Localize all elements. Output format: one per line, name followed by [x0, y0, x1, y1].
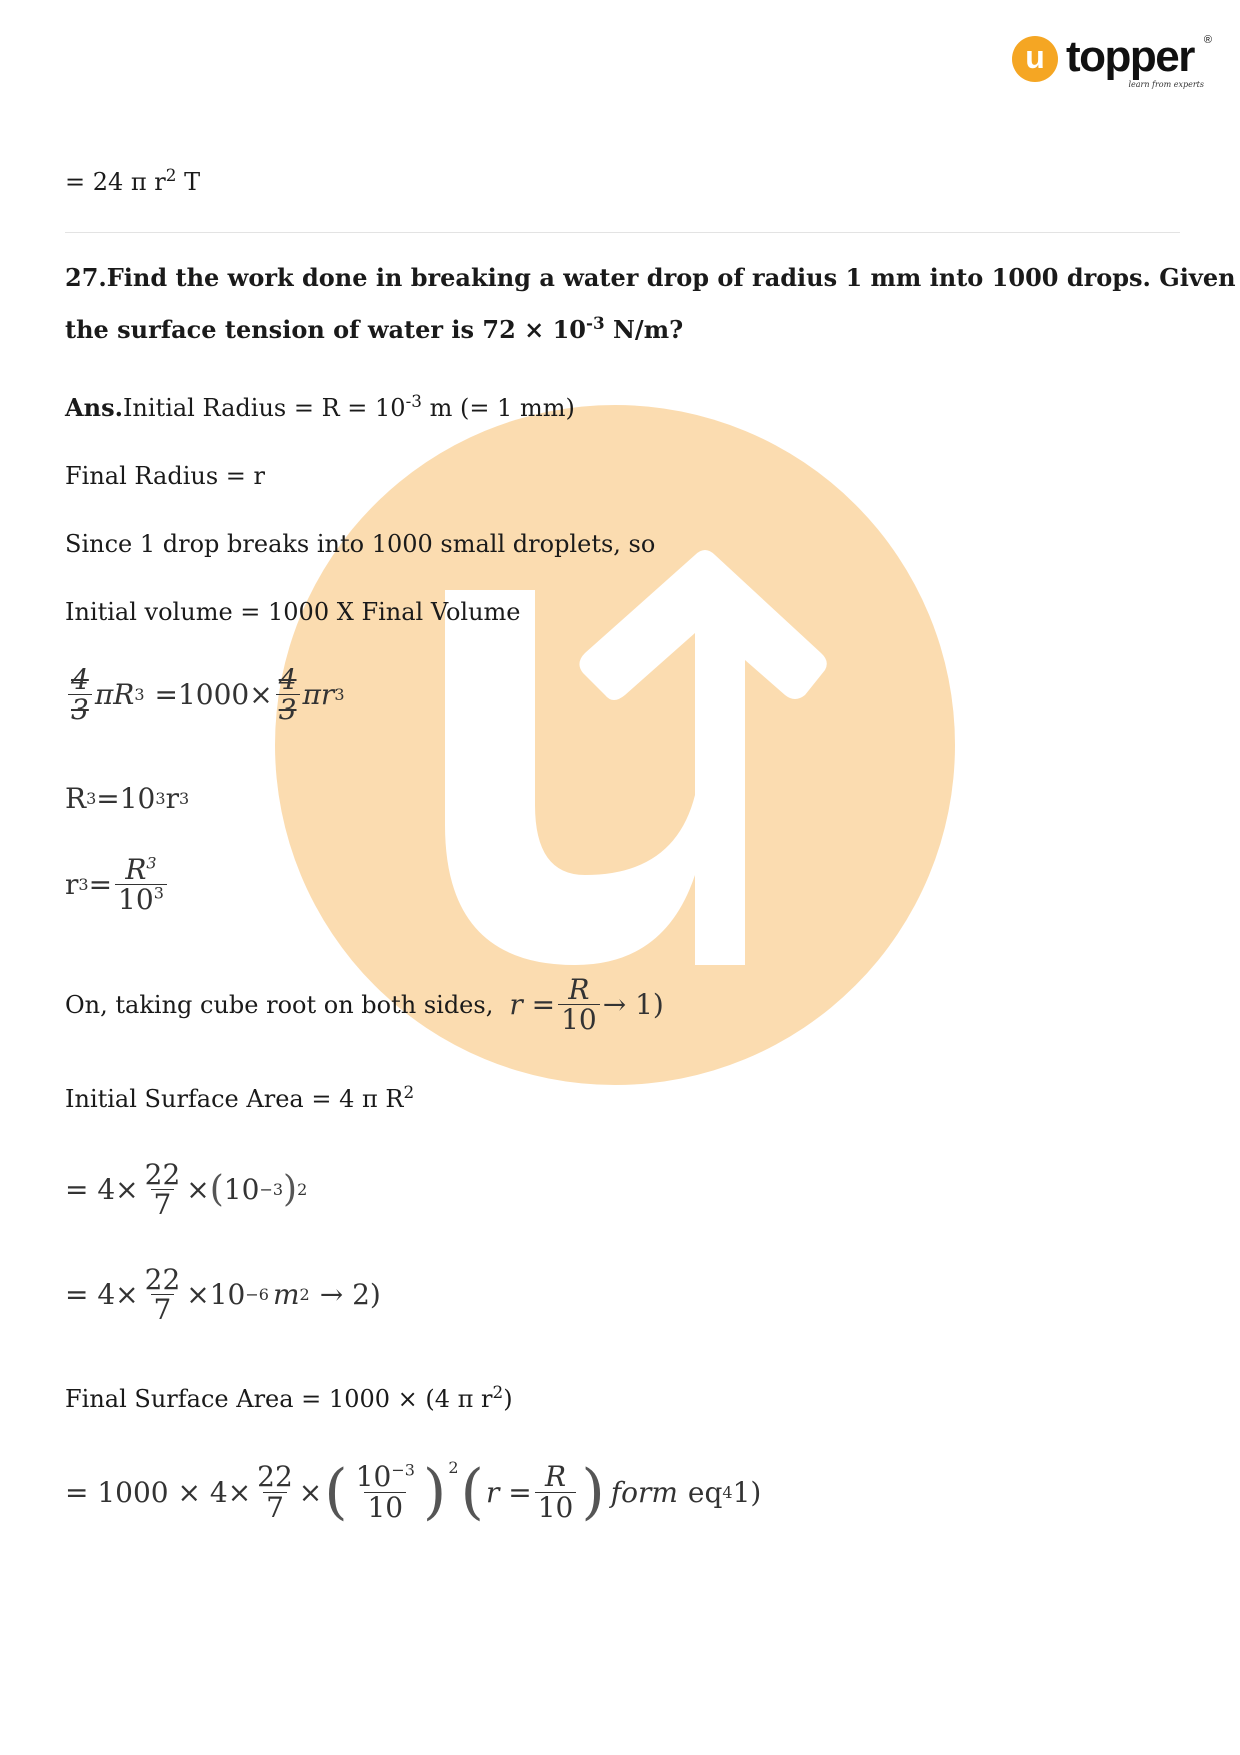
- section-divider: [65, 232, 1180, 233]
- utopper-logo: [1012, 32, 1212, 96]
- equation-radius-cube: R 3 =10 3 r 3: [65, 782, 190, 815]
- logo-tagline: learn from experts: [1128, 80, 1204, 89]
- logo-brand-text: topper: [1066, 32, 1194, 81]
- volume-relation-line: Initial volume = 1000 X Final Volume: [65, 598, 521, 626]
- equation-volume: $\frac{4}{3}$ πR 3 =1000× $\frac{4}{3}$ πr 3: [65, 665, 345, 725]
- answer-initial-radius: Ans.Initial Radius = $R = 10^{-3}$ m (= 1 mm): [65, 391, 575, 422]
- answer-label: Ans.: [65, 393, 123, 422]
- equation-final-area: = 1000 × 4× $\frac{22}{7}$ × ( $\frac{10^{-3}}{10}$ ) 2 ( r = $\frac{R}{10}$ ) form eq 4 1): [65, 1457, 762, 1527]
- final-area-line: Final Surface Area = 1000 × (4 π $r^2$): [65, 1382, 513, 1413]
- equation-r-cube: r 3 = $\frac{R^3}{10^3}$: [65, 855, 170, 915]
- since-line: Since 1 drop breaks into 1000 small droplets, so: [65, 530, 656, 558]
- result-line: = 24 π $r^2$ T: [65, 165, 201, 196]
- logo-mark-letter: u: [1025, 39, 1045, 75]
- cube-root-line: On, taking cube root on both sides, r = $\frac{R}{10}$ → 1): [65, 973, 664, 1037]
- logo-registered-mark: ®: [1203, 34, 1212, 46]
- question-line-2: the surface tension of water is $72 \times 10^{-3}$ N/m?: [65, 313, 684, 344]
- equation-initial-area-result: = 4× $\frac{22}{7}$ ×10 −6 m 2 → 2): [65, 1263, 381, 1327]
- logo-mark-icon: [1012, 36, 1058, 82]
- question-line-1: 27.Find the work done in breaking a water drop of radius 1 mm into 1000 drops. Given: [65, 263, 1236, 292]
- initial-area-line: Initial Surface Area = 4 π $R^2$: [65, 1082, 415, 1113]
- final-radius-line: Final Radius = r: [65, 462, 265, 490]
- equation-initial-area-value: = 4× $\frac{22}{7}$ × ( 10 −3 ) 2: [65, 1158, 308, 1222]
